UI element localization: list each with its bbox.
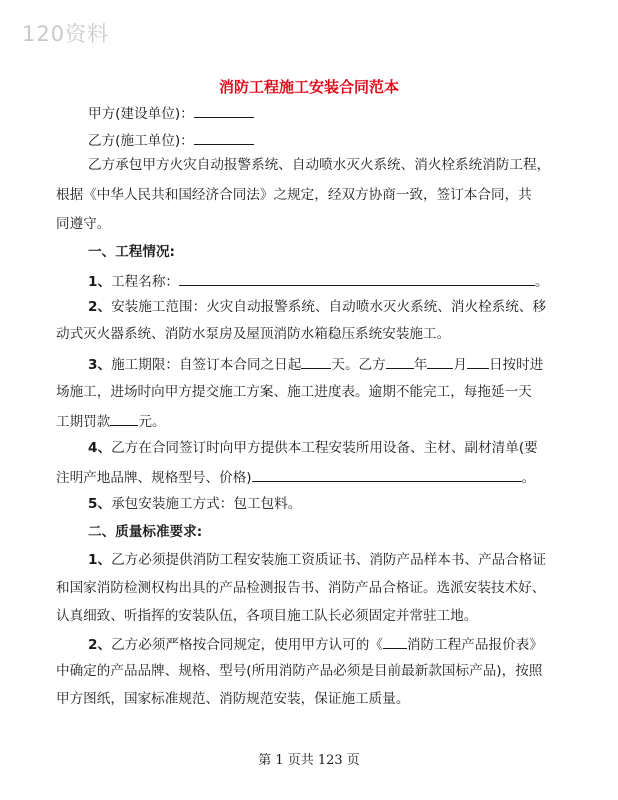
s1-item4-end: 。	[521, 470, 536, 486]
party-b-blank	[194, 130, 254, 145]
price-list-blank	[383, 634, 407, 649]
year-blank	[386, 354, 414, 369]
section1-heading: 一、工程情况:	[88, 244, 175, 260]
s1-item1-text: 工程名称：	[111, 274, 180, 290]
s1-item3-text-d: 月	[453, 357, 467, 373]
s1-item2-line2: 动式灭火器系统、消防水泵房及屋顶消防水箱稳压系统安装施工。	[56, 326, 451, 342]
s1-item3-text-b: 天。乙方	[331, 357, 386, 373]
intro-line-3: 同遵守。	[56, 216, 111, 232]
intro-line-2: 根据《中华人民共和国经济合同法》之规定，经双方协商一致，签订本合同，共	[56, 187, 532, 203]
party-a-blank	[194, 103, 254, 118]
s2-item2-text-b: 消防工程产品报价表》	[406, 637, 543, 653]
intro-line-1: 乙方承包甲方火灾自动报警系统、自动喷水灭火系统、消火栓系统消防工程，	[88, 157, 551, 173]
s1-item3-text-c: 年	[413, 357, 428, 373]
section2-heading: 二、质量标准要求:	[88, 524, 203, 540]
s1-item5-num: 5、	[88, 496, 112, 512]
party-a-label: 甲方(建设单位)：	[88, 106, 194, 122]
s2-item1-num: 1、	[88, 552, 112, 568]
page-footer: 第 1 页共 123 页	[258, 753, 360, 768]
s1-item3-line3	[56, 411, 166, 431]
party-b-line	[88, 130, 254, 150]
s1-item4-num: 4、	[88, 440, 112, 456]
s1-item2-num: 2、	[88, 299, 112, 315]
day-blank	[467, 354, 489, 369]
s1-item3-text-e: 日按时进	[488, 357, 544, 373]
s1-item1-num: 1、	[88, 274, 112, 290]
s1-item4-line2	[56, 467, 535, 487]
s1-item3-num: 3、	[88, 357, 112, 373]
s2-item1-line1	[88, 551, 546, 569]
s1-item3-text-f: 工期罚款	[56, 414, 111, 430]
project-name-blank	[179, 271, 535, 286]
s1-item5-text: 承包安装施工方式：包工包料。	[111, 496, 302, 512]
watermark-logo: 120资料	[22, 22, 110, 46]
equipment-list-blank	[252, 467, 522, 482]
s1-item3-text-g: 元。	[138, 414, 166, 430]
s2-item2-text-a: 乙方必须严格按合同规定，使用甲方认可的《	[111, 637, 383, 653]
s1-item1	[88, 271, 549, 291]
document-title: 消防工程施工安装合同范本	[218, 78, 399, 96]
s1-item3-line1	[88, 354, 543, 374]
s2-item2-line1	[88, 634, 543, 654]
s2-item1-line3: 认真细致、听指挥的安装队伍，各项目施工队长必须固定并常驻工地。	[56, 608, 478, 624]
s2-item2-num: 2、	[88, 637, 112, 653]
s2-item2-line3: 甲方图纸，国家标准规范、消防规范安装，保证施工质量。	[56, 691, 410, 707]
s1-item2-text1: 安装施工范围：火灾自动报警系统、自动喷水灭火系统、消火栓系统、移	[111, 299, 547, 315]
month-blank	[427, 354, 453, 369]
s2-item1-line2: 和国家消防检测权构出具的产品检测报告书、消防产品合格证。选派安装技术好、	[56, 580, 546, 596]
s1-item4-line1	[88, 439, 538, 457]
s1-item4-text1: 乙方在合同签订时向甲方提供本工程安装所用设备、主材、副材清单(要	[111, 440, 538, 456]
penalty-blank	[110, 411, 138, 426]
s1-item1-end: 。	[535, 274, 549, 290]
party-b-label: 乙方(施工单位)：	[88, 133, 194, 149]
s1-item4-text2: 注明产地品牌、规格型号、价格)	[56, 470, 252, 486]
s1-item2-line1	[88, 298, 546, 316]
s1-item3-text-a: 施工期限：自签订本合同之日起	[111, 357, 302, 373]
s2-item1-text1: 乙方必须提供消防工程安装施工资质证书、消防产品样本书、产品合格证	[111, 552, 547, 568]
days-blank	[301, 354, 331, 369]
s1-item3-line2: 场施工，进场时向甲方提交施工方案、施工进度表。逾期不能完工，每拖延一天	[56, 384, 532, 400]
s1-item5	[88, 495, 301, 513]
party-a-line	[88, 103, 254, 123]
s2-item2-line2: 中确定的产品品牌、规格、型号(所用消防产品必须是目前最新款国标产品)，按照	[56, 663, 543, 679]
